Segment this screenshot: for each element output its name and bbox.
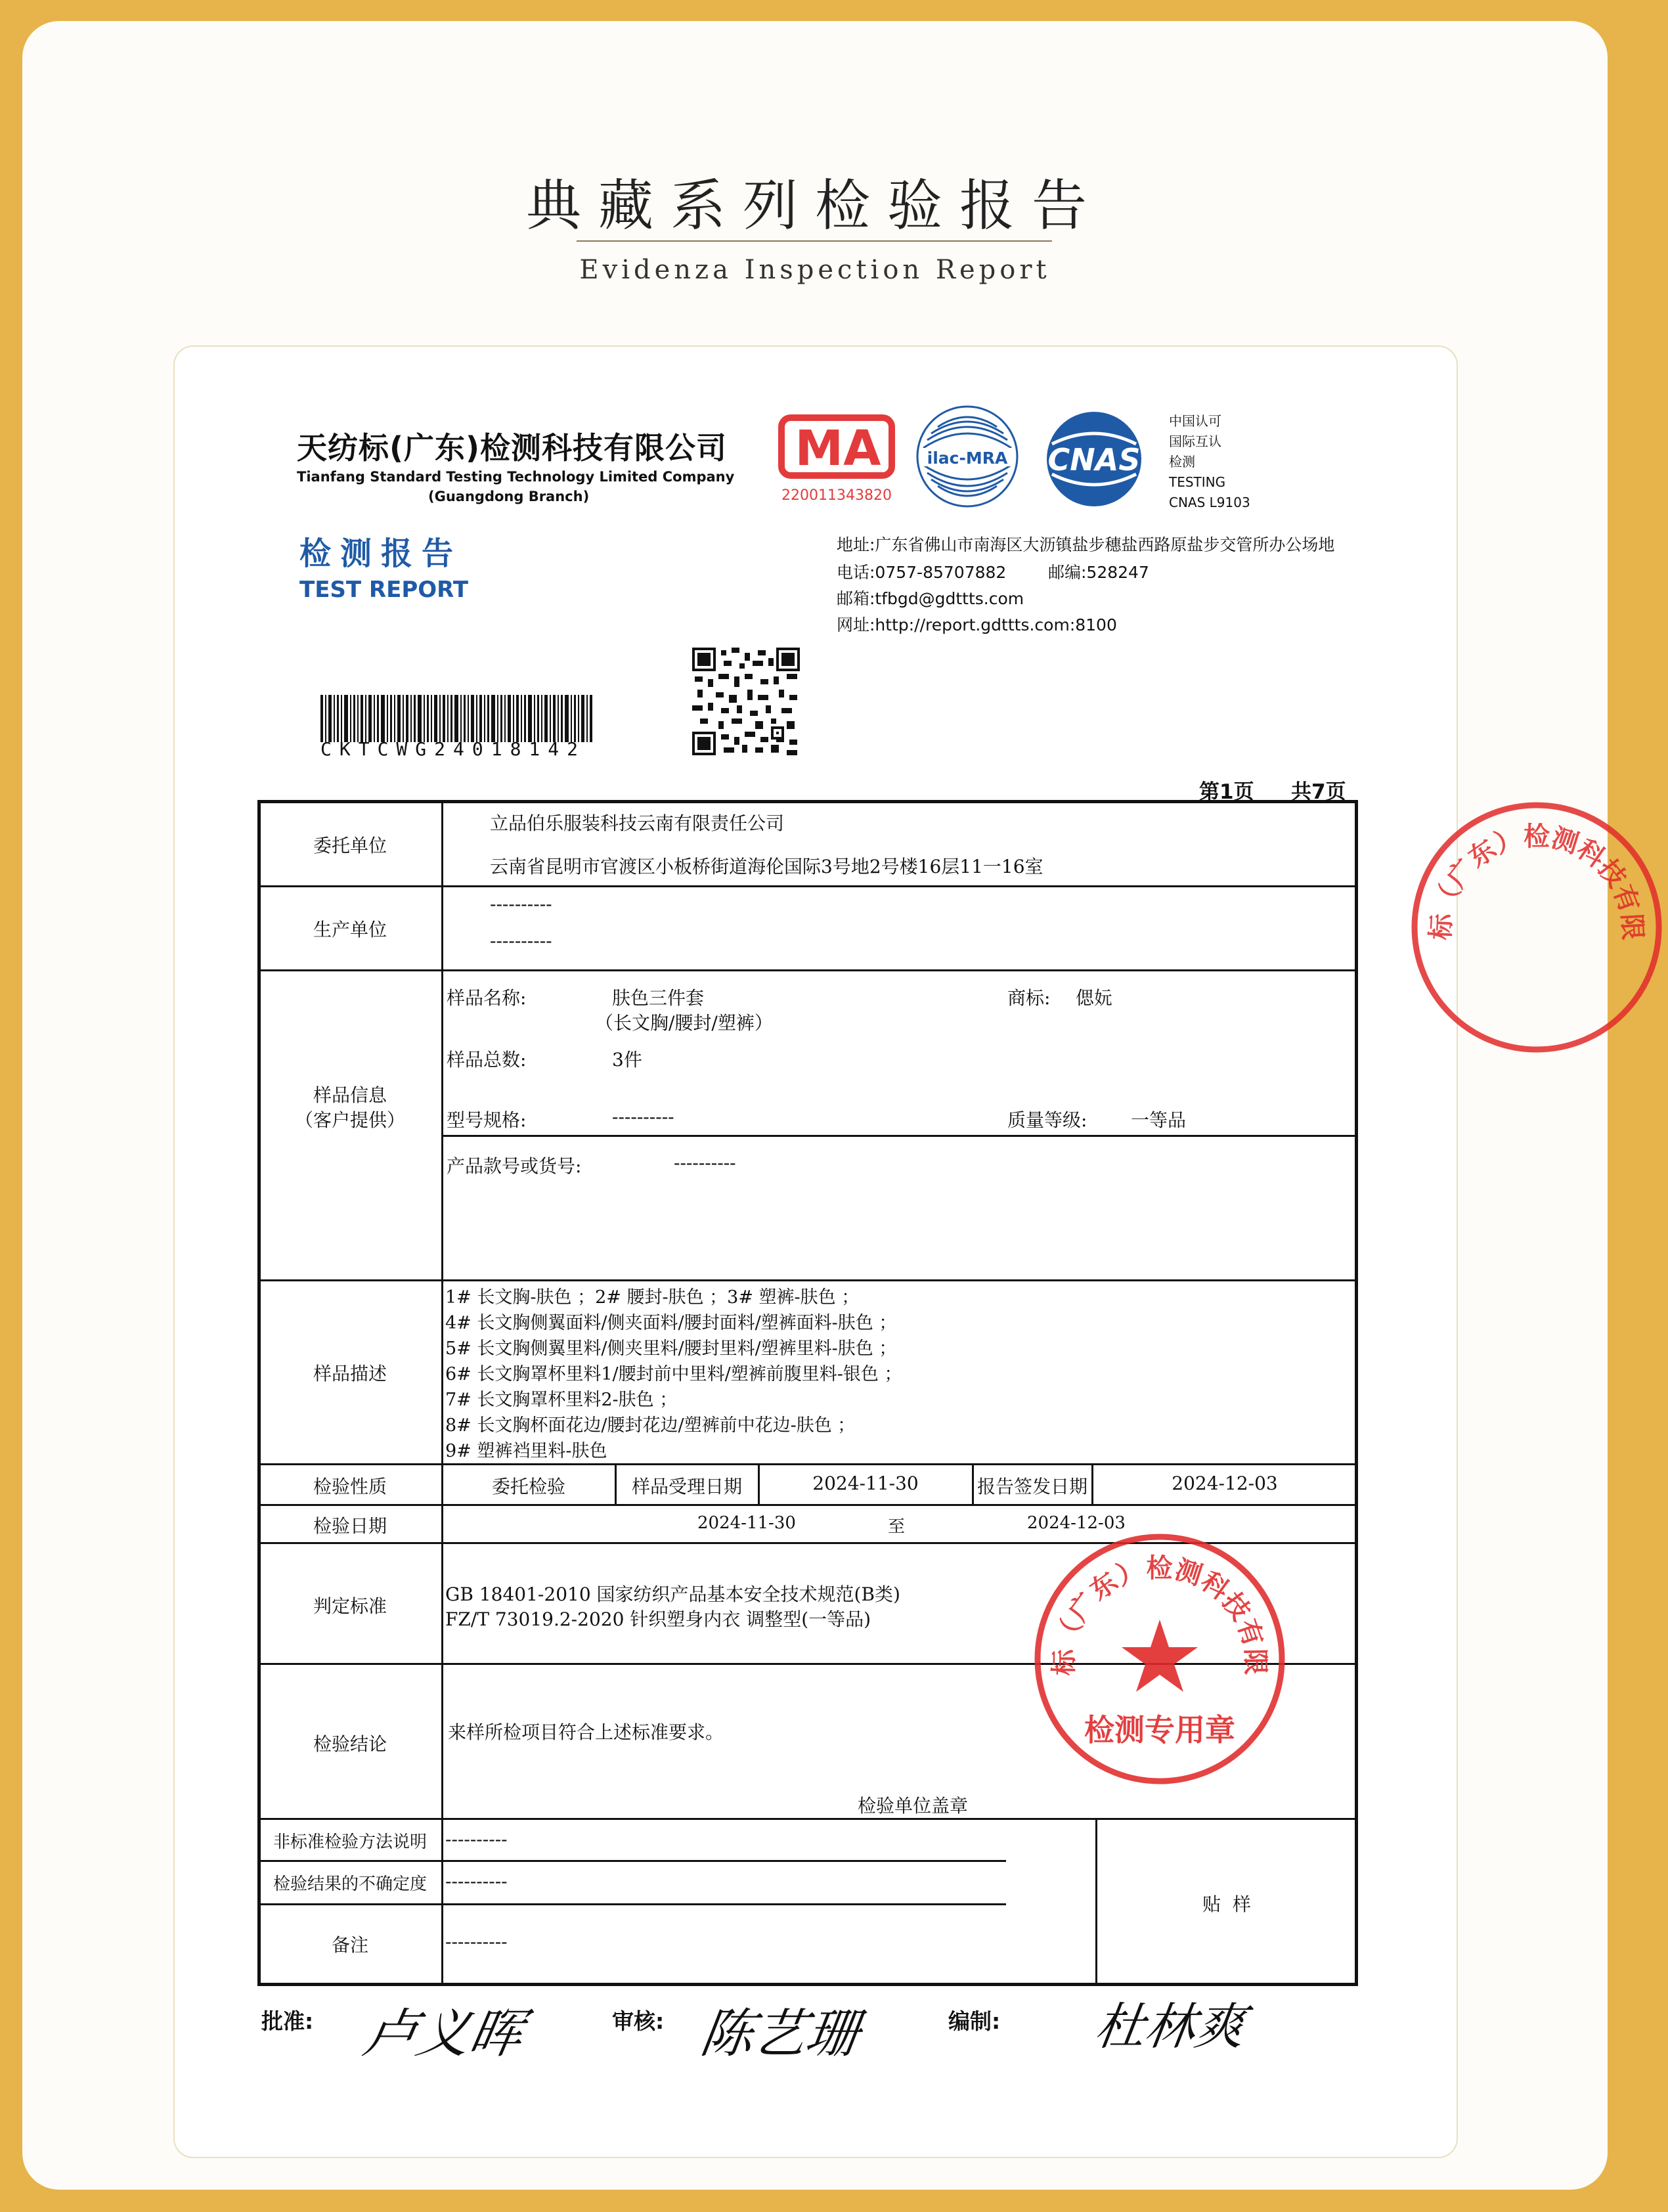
remark-value: ---------- xyxy=(445,1931,508,1953)
svg-text:MA: MA xyxy=(795,420,881,477)
grade-label: 质量等级: xyxy=(1007,1109,1087,1131)
desc-line: 9# 塑裤裆里料-肤色 xyxy=(445,1441,607,1461)
model-value: ---------- xyxy=(612,1106,674,1128)
cma-number: 220011343820 xyxy=(781,487,892,504)
approve-signature xyxy=(359,1994,562,2073)
svg-text:天纺标（广东）检测科技有限公司: 标（广东）检测科技有限 xyxy=(1426,822,1648,941)
issued-label: 报告签发日期 xyxy=(977,1476,1087,1497)
page-total: 共7页 xyxy=(1291,780,1346,804)
company-email: 邮箱:tfbgd@gdttts.com xyxy=(837,589,1024,608)
page-title: 典藏系列检验报告 xyxy=(525,173,1104,238)
barcode-icon xyxy=(320,695,594,742)
title-divider xyxy=(577,240,1052,242)
nature-value: 委托检验 xyxy=(491,1476,565,1497)
standard-line-2: FZ/T 73019.2-2020 针织塑身内衣 调整型(一等品) xyxy=(445,1608,871,1630)
company-branch-en: (Guangdong Branch) xyxy=(428,489,590,504)
client-address: 云南省昆明市官渡区小板桥街道海伦国际3号地2号楼16层11一16室 xyxy=(490,856,1043,877)
producer-line-1: ---------- xyxy=(490,893,552,915)
conclusion-text: 来样所检项目符合上述标准要求。 xyxy=(448,1721,724,1743)
model-label: 型号规格: xyxy=(447,1109,527,1131)
standard-line-1: GB 18401-2010 国家纺织产品基本安全技术规范(B类) xyxy=(445,1583,900,1605)
test-date-from: 2024-11-30 xyxy=(697,1513,796,1533)
test-date-to-word: 至 xyxy=(888,1517,906,1537)
conclusion-label: 检验结论 xyxy=(313,1733,387,1755)
producer-line-2: ---------- xyxy=(490,930,552,952)
cnas-logo-icon xyxy=(1036,410,1152,508)
svg-text:ilac-MRA: ilac-MRA xyxy=(927,449,1008,468)
official-seal-icon xyxy=(1028,1528,1291,1790)
label-column-divider xyxy=(441,801,443,1985)
nonstd-label: 非标准检验方法说明 xyxy=(273,1832,427,1852)
sample-name-label: 样品名称: xyxy=(447,987,527,1009)
svg-text:卢义晖: 卢义晖 xyxy=(359,2003,528,2065)
compile-signature xyxy=(1091,1989,1291,2068)
sample-info-label: 样品信息 xyxy=(313,1084,387,1106)
review-signature xyxy=(696,1994,897,2073)
nature-label: 检验性质 xyxy=(313,1476,387,1497)
svg-text:天纺标（广东）检测科技有限公司: 标（广东）检测科技有限 xyxy=(1049,1553,1271,1676)
sample-paste-label: 贴 样 xyxy=(1202,1893,1251,1915)
edge-seal-icon xyxy=(1405,796,1648,1019)
ilac-mra-logo-icon xyxy=(914,401,1021,512)
company-address: 地址:广东省佛山市南海区大沥镇盐步穗盐西路原盐步交管所办公场地 xyxy=(837,535,1335,554)
review-label: 审核: xyxy=(612,2008,665,2034)
page-number: 第1页 xyxy=(1199,780,1254,804)
desc-line: 8# 长文胸杯面花边/腰封花边/塑裤前中花边-肤色 ； xyxy=(445,1415,856,1436)
nonstd-value: ---------- xyxy=(445,1828,508,1850)
desc-line: 1# 长文胸-肤色 ；2# 腰封-肤色 ；3# 塑裤-肤色 ； xyxy=(445,1287,860,1308)
desc-line: 6# 长文胸罩杯里料1/腰封前中里料/塑裤前腹里料-银色 ； xyxy=(445,1364,902,1384)
grade-value: 一等品 xyxy=(1131,1109,1187,1131)
uncert-value: ---------- xyxy=(445,1870,508,1892)
report-title-cn: 检测报告 xyxy=(299,535,463,572)
report-card xyxy=(173,345,1458,2158)
received-label: 样品受理日期 xyxy=(631,1476,742,1497)
svg-text:陈艺珊: 陈艺珊 xyxy=(696,2002,864,2064)
company-postcode: 邮编:528247 xyxy=(1048,563,1149,582)
client-label: 委托单位 xyxy=(313,835,387,856)
test-date-label: 检验日期 xyxy=(313,1515,387,1537)
received-value: 2024-11-30 xyxy=(812,1472,919,1494)
svg-text:CNAS: CNAS xyxy=(1047,442,1141,477)
svg-text:杜林爽: 杜林爽 xyxy=(1091,1998,1249,2056)
sample-name: 肤色三件套 xyxy=(612,987,705,1009)
item-no-value: ---------- xyxy=(674,1152,736,1174)
company-phone: 电话:0757-85707882 xyxy=(837,563,1007,582)
standard-label: 判定标准 xyxy=(313,1595,387,1617)
uncert-label: 检验结果的不确定度 xyxy=(273,1874,427,1894)
barcode-number: CKTCWG24018142 xyxy=(320,738,586,760)
brand-value: 偲妧 xyxy=(1076,987,1113,1009)
desc-line: 7# 长文胸罩杯里料2-肤色 ； xyxy=(445,1390,678,1410)
count-label: 样品总数: xyxy=(447,1049,527,1071)
page-subtitle: Evidenza Inspection Report xyxy=(579,255,1051,285)
sample-info-sublabel: （客户提供） xyxy=(294,1109,405,1131)
item-no-label: 产品款号或货号: xyxy=(447,1155,582,1177)
producer-label: 生产单位 xyxy=(313,919,387,940)
stamp-caption: 检验单位盖章 xyxy=(858,1795,969,1817)
compile-label: 编制: xyxy=(948,2008,1001,2034)
qr-code-icon xyxy=(692,648,800,755)
count-value: 3件 xyxy=(612,1049,642,1071)
desc-line: 5# 长文胸侧翼里料/侧夹里料/腰封里料/塑裤里料-肤色 ； xyxy=(445,1338,897,1359)
issued-value: 2024-12-03 xyxy=(1172,1472,1278,1494)
svg-text:检测专用章: 检测专用章 xyxy=(1084,1712,1235,1748)
approve-label: 批准: xyxy=(261,2008,314,2034)
cnas-caption: 中国认可 国际互认 检测 TESTING CNAS L9103 xyxy=(1169,413,1250,510)
test-date-to: 2024-12-03 xyxy=(1027,1513,1126,1533)
client-name: 立品伯乐服装科技云南有限责任公司 xyxy=(490,812,785,834)
company-name-en: Tianfang Standard Testing Technology Limited Company xyxy=(297,469,735,485)
remark-label: 备注 xyxy=(331,1934,368,1956)
sample-desc-list xyxy=(445,1285,902,1464)
desc-line: 4# 长文胸侧翼面料/侧夹面料/腰封面料/塑裤面料-肤色 ； xyxy=(445,1313,897,1333)
company-name-cn: 天纺标(广东)检测科技有限公司 xyxy=(297,430,728,466)
company-website: 网址:http://report.gdttts.com:8100 xyxy=(837,615,1117,634)
sample-name-detail: （长文胸/腰封/塑裤） xyxy=(595,1012,773,1034)
sample-desc-label: 样品描述 xyxy=(313,1363,387,1384)
report-title-en: TEST REPORT xyxy=(299,577,469,603)
cma-logo-icon xyxy=(779,414,894,506)
brand-label: 商标: xyxy=(1007,987,1051,1009)
